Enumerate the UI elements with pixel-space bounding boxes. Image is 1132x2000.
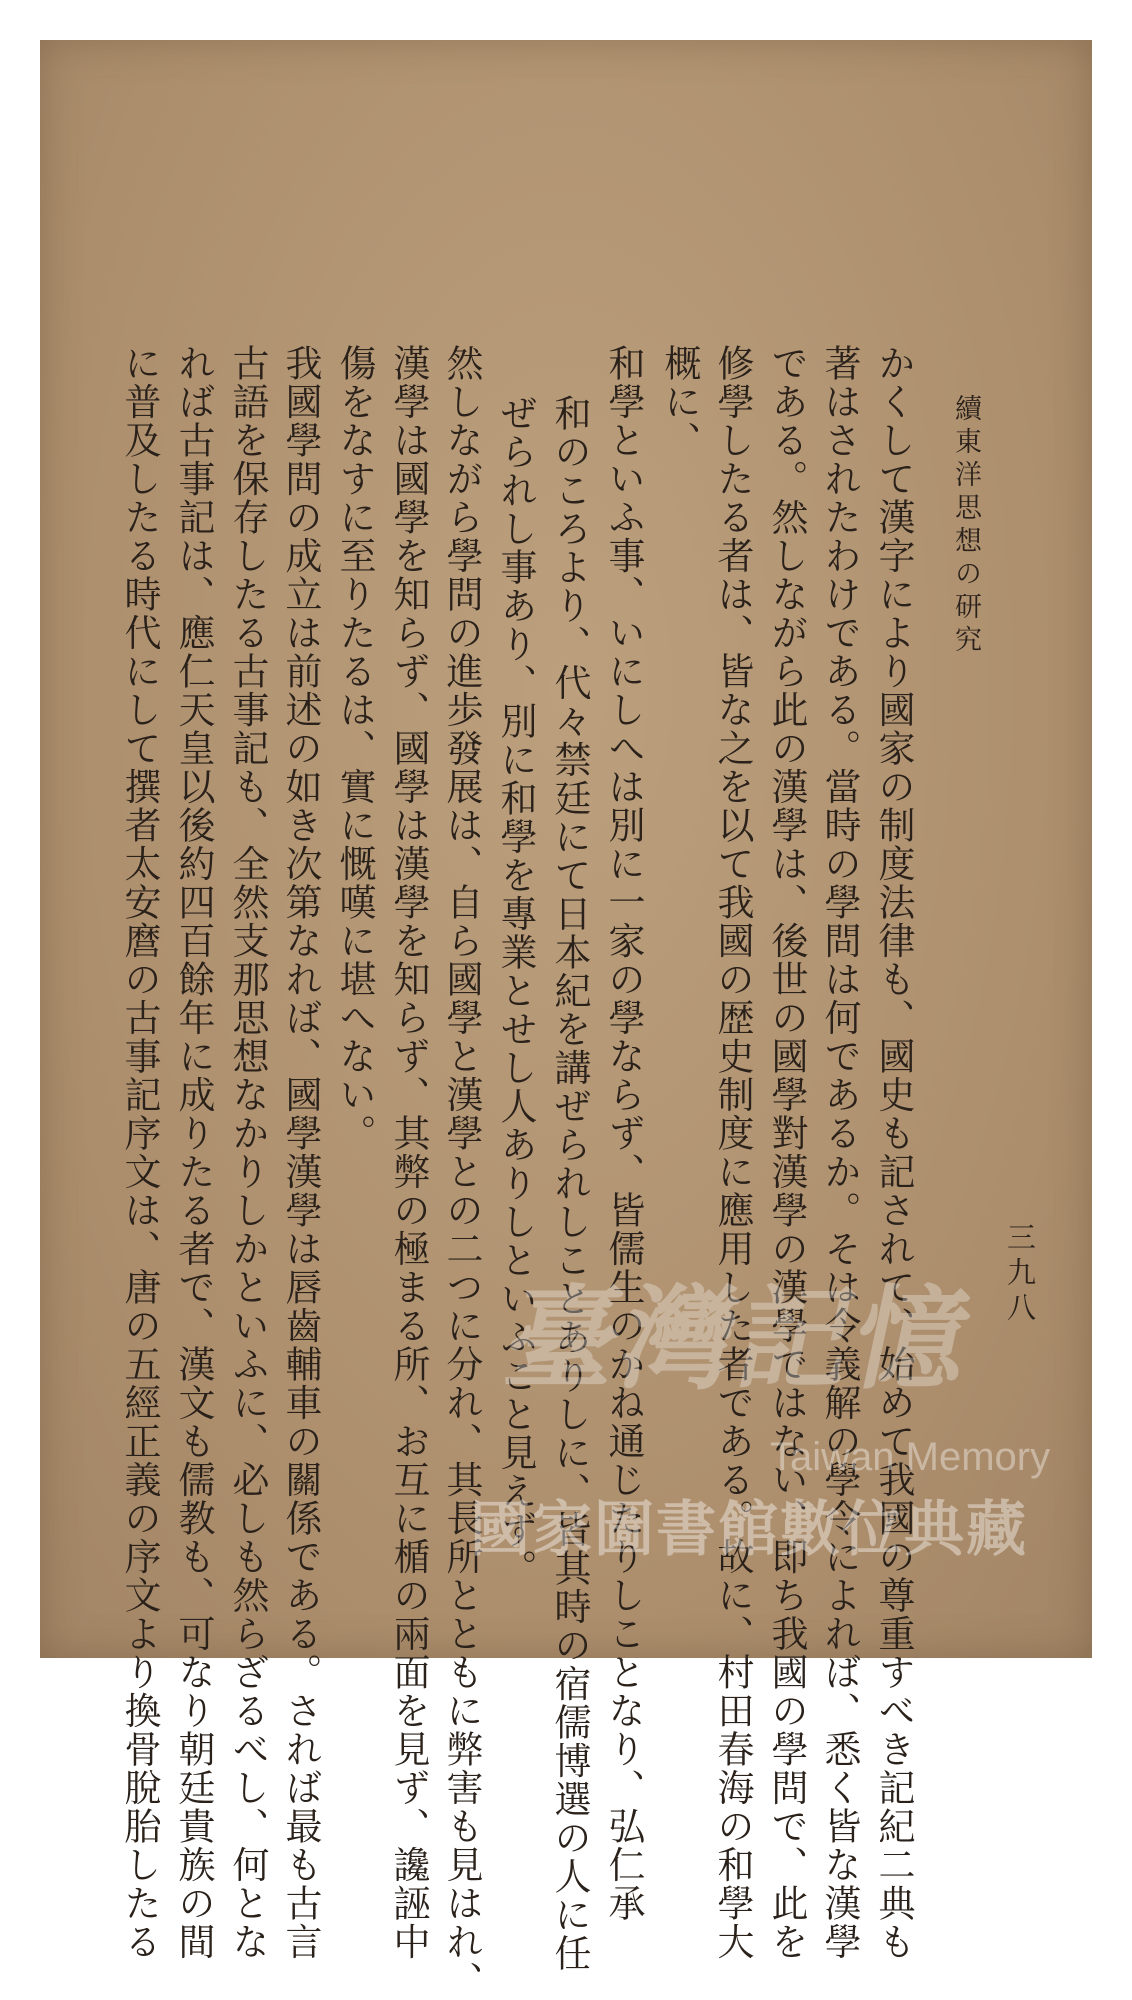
text-line: れば古事記は、應仁天皇以後約四百餘年に成りたる者で、漢文も儒教も、可なり朝廷貴族の間 [172,344,215,1961]
text-line: 我國學問の成立は前述の如き次第なれば、國學漢學は唇齒輔車の關係である。されば最も古言 [279,344,322,1961]
text-line: かくして漢字により國家の制度法律も、國史も記されて、始めて我國の尊重すべき記紀二典も [872,344,915,1961]
quoted-line: 和のころより、代々禁廷にて日本紀を講ぜられしことありしに、皆其時の宿儒博選の人に任 [548,394,591,1973]
text-line: 修學したる者は、皆な之を以て我國の歴史制度に應用した者である。故に、村田春海の和學大 [711,344,754,1961]
watermark-chinese-text: 國家圖書館數位典藏 [470,1495,1028,1565]
book-page [40,40,1092,2000]
text-line: 然しながら學問の進歩發展は、自ら國學と漢學との二つに分れ、其長所とともに弊害も見はれ、 [440,344,483,2000]
text-line: 漢學は國學を知らず、國學は漢學を知らず、其弊の極まる所、お互に楯の兩面を見ず、讒誣中 [387,344,430,1961]
text-line: 傷をなすに至りたるは、實に慨嘆に堪へない。 [333,344,376,1153]
page-number: 三九八 [1003,1222,1037,1327]
text-line: 概に、 [658,344,701,460]
quoted-line: ぜられし事あり、別に和學を專業とせし人ありしといふこと見えず。 [494,394,537,1588]
watermark-english-text: Taiwan Memory [770,1435,1051,1479]
running-title: 續東洋思想の研究 [950,394,981,658]
text-line: 古語を保存したる古事記も、全然支那思想なかりしかといふに、必しも然らざるべし、何とな [226,344,269,1961]
watermark-script-text: 臺灣記憶 [494,1274,987,1405]
quoted-line: 和學といふ事、いにしへは別に一家の學ならず、皆儒生のかね通じたりしことなり、弘仁承 [602,344,645,1923]
text-line: 著はされたわけである。當時の學問は何であるか。そは令義解の學令によれば、悉く皆な漢學 [818,344,861,1961]
text-line: に普及したる時代にして撰者太安麿の古事記序文は、唐の五經正義の序文より換骨脫胎したる [118,344,161,1961]
text-line: である。然しながら此の漢學は、後世の國學對漢學の漢學ではない、即ち我國の學問で、此を [765,344,808,1961]
